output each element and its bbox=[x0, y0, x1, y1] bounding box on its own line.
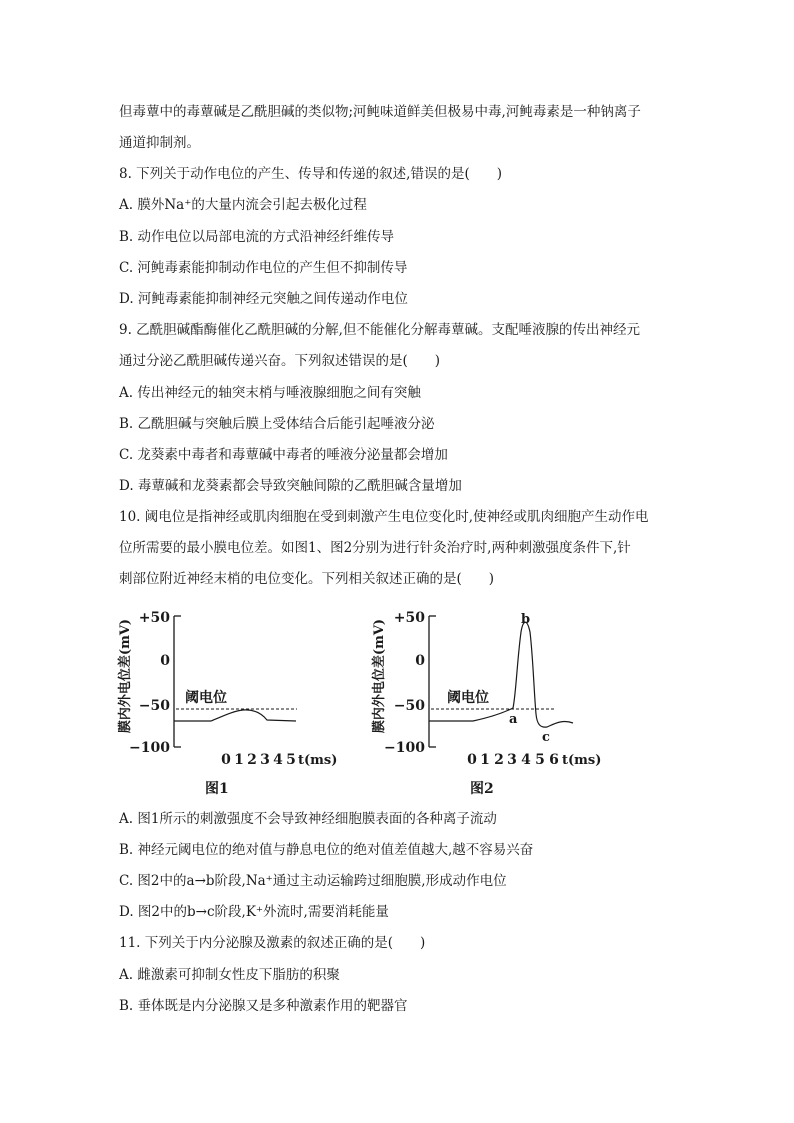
question-9-stem-2: 通过分泌乙酰胆碱传递兴奋。下列叙述错误的是( ) bbox=[119, 353, 441, 369]
question-9-option-b: B. 乙酰胆碱与突触后膜上受体结合后能引起唾液分泌 bbox=[119, 416, 435, 432]
figure-2-caption: 图2 bbox=[470, 781, 494, 797]
question-10-stem-2: 位所需要的最小膜电位差。如图1、图2分别为进行针灸治疗时,两种刺激强度条件下,针 bbox=[119, 540, 631, 556]
fig2-ytick-minus50: −50 bbox=[393, 698, 425, 714]
fig1-ytick-minus100: −100 bbox=[129, 740, 170, 756]
text-line-2: 通道抑制剂。 bbox=[119, 135, 200, 151]
fig1-potential-curve bbox=[174, 710, 296, 721]
question-11-option-a: A. 雌激素可抑制女性皮下脂肪的积聚 bbox=[119, 967, 340, 983]
fig1-xtick-5: 5 bbox=[286, 752, 296, 768]
fig2-label-a: a bbox=[509, 712, 518, 727]
fig1-ytick-minus50: −50 bbox=[138, 698, 170, 714]
question-9-option-d: D. 毒蕈碱和龙葵素都会导致突触间隙的乙酰胆碱含量增加 bbox=[119, 478, 462, 494]
question-8-option-a: A. 膜外Na⁺的大量内流会引起去极化过程 bbox=[119, 197, 367, 213]
question-10-option-a: A. 图1所示的刺激强度不会导致神经细胞膜表面的各种离子流动 bbox=[119, 811, 497, 827]
fig2-xtick-5: 5 bbox=[535, 752, 545, 768]
question-9-option-a: A. 传出神经元的轴突末梢与唾液腺细胞之间有突触 bbox=[119, 385, 421, 401]
fig2-label-c: c bbox=[542, 730, 550, 745]
question-10-option-d: D. 图2中的b→c阶段,K⁺外流时,需要消耗能量 bbox=[119, 904, 389, 920]
question-8-option-b: B. 动作电位以局部电流的方式沿神经纤维传导 bbox=[119, 229, 395, 245]
text-line-1: 但毒蕈中的毒蕈碱是乙酰胆碱的类似物;河鲀味道鲜美但极易中毒,河鲀毒素是一种钠离子 bbox=[119, 104, 641, 120]
fig1-ytick-plus50: +50 bbox=[138, 610, 170, 626]
fig1-xunit: t(ms) bbox=[298, 753, 338, 768]
fig2-label-b: b bbox=[521, 612, 531, 627]
question-9-stem-1: 9. 乙酰胆碱酯酶催化乙酰胆碱的分解,但不能催化分解毒蕈碱。支配唾液腺的传出神经元 bbox=[119, 322, 640, 338]
question-8-option-c: C. 河鲀毒素能抑制动作电位的产生但不抑制传导 bbox=[119, 260, 408, 276]
question-10-stem-3: 刺部位附近神经末梢的电位变化。下列相关叙述正确的是( ) bbox=[119, 571, 495, 587]
fig2-xtick-4: 4 bbox=[521, 752, 531, 768]
fig1-ytick-0: 0 bbox=[160, 653, 170, 669]
fig2-xtick-2: 2 bbox=[494, 752, 504, 768]
question-9-option-c: C. 龙葵素中毒者和毒蕈碱中毒者的唾液分泌量都会增加 bbox=[119, 447, 448, 463]
question-10-stem-1: 10. 阈电位是指神经或肌肉细胞在受到刺激产生电位变化时,使神经或肌肉细胞产生动作电 bbox=[119, 509, 649, 525]
fig1-threshold-label: 阈电位 bbox=[185, 690, 227, 706]
fig1-xtick-2: 2 bbox=[247, 752, 257, 768]
fig2-xtick-6: 6 bbox=[549, 752, 559, 768]
fig2-xtick-3: 3 bbox=[507, 752, 517, 768]
fig1-ylabel: 膜内外电位差(mV) bbox=[118, 618, 133, 734]
fig2-ytick-plus50: +50 bbox=[393, 610, 425, 626]
question-10-option-b: B. 神经元阈电位的绝对值与静息电位的绝对值差值越大,越不容易兴奋 bbox=[119, 842, 534, 858]
fig1-xtick-1: 1 bbox=[234, 752, 244, 768]
fig2-ylabel: 膜内外电位差(mV) bbox=[372, 618, 387, 734]
question-8-option-d: D. 河鲀毒素能抑制神经元突触之间传递动作电位 bbox=[119, 291, 408, 307]
fig2-ytick-0: 0 bbox=[415, 653, 425, 669]
question-10-option-c: C. 图2中的a→b阶段,Na⁺通过主动运输跨过细胞膜,形成动作电位 bbox=[119, 873, 507, 889]
fig1-xtick-4: 4 bbox=[273, 752, 283, 768]
fig2-threshold-label: 阈电位 bbox=[447, 690, 489, 706]
fig2-xtick-0: 0 bbox=[467, 752, 477, 768]
figure-1-caption: 图1 bbox=[205, 781, 229, 797]
figure-1 bbox=[115, 602, 355, 777]
fig2-xtick-1: 1 bbox=[480, 752, 490, 768]
fig1-xtick-0: 0 bbox=[221, 752, 231, 768]
fig1-xtick-3: 3 bbox=[260, 752, 270, 768]
fig2-potential-curve bbox=[429, 622, 573, 727]
figure-2 bbox=[369, 602, 619, 777]
question-11-stem: 11. 下列关于内分泌腺及激素的叙述正确的是( ) bbox=[119, 935, 426, 951]
fig2-ytick-minus100: −100 bbox=[384, 740, 425, 756]
fig2-xunit: t(ms) bbox=[562, 753, 602, 768]
question-11-option-b: B. 垂体既是内分泌腺又是多种激素作用的靶器官 bbox=[119, 998, 408, 1014]
question-8-stem: 8. 下列关于动作电位的产生、传导和传递的叙述,错误的是( ) bbox=[119, 166, 502, 182]
